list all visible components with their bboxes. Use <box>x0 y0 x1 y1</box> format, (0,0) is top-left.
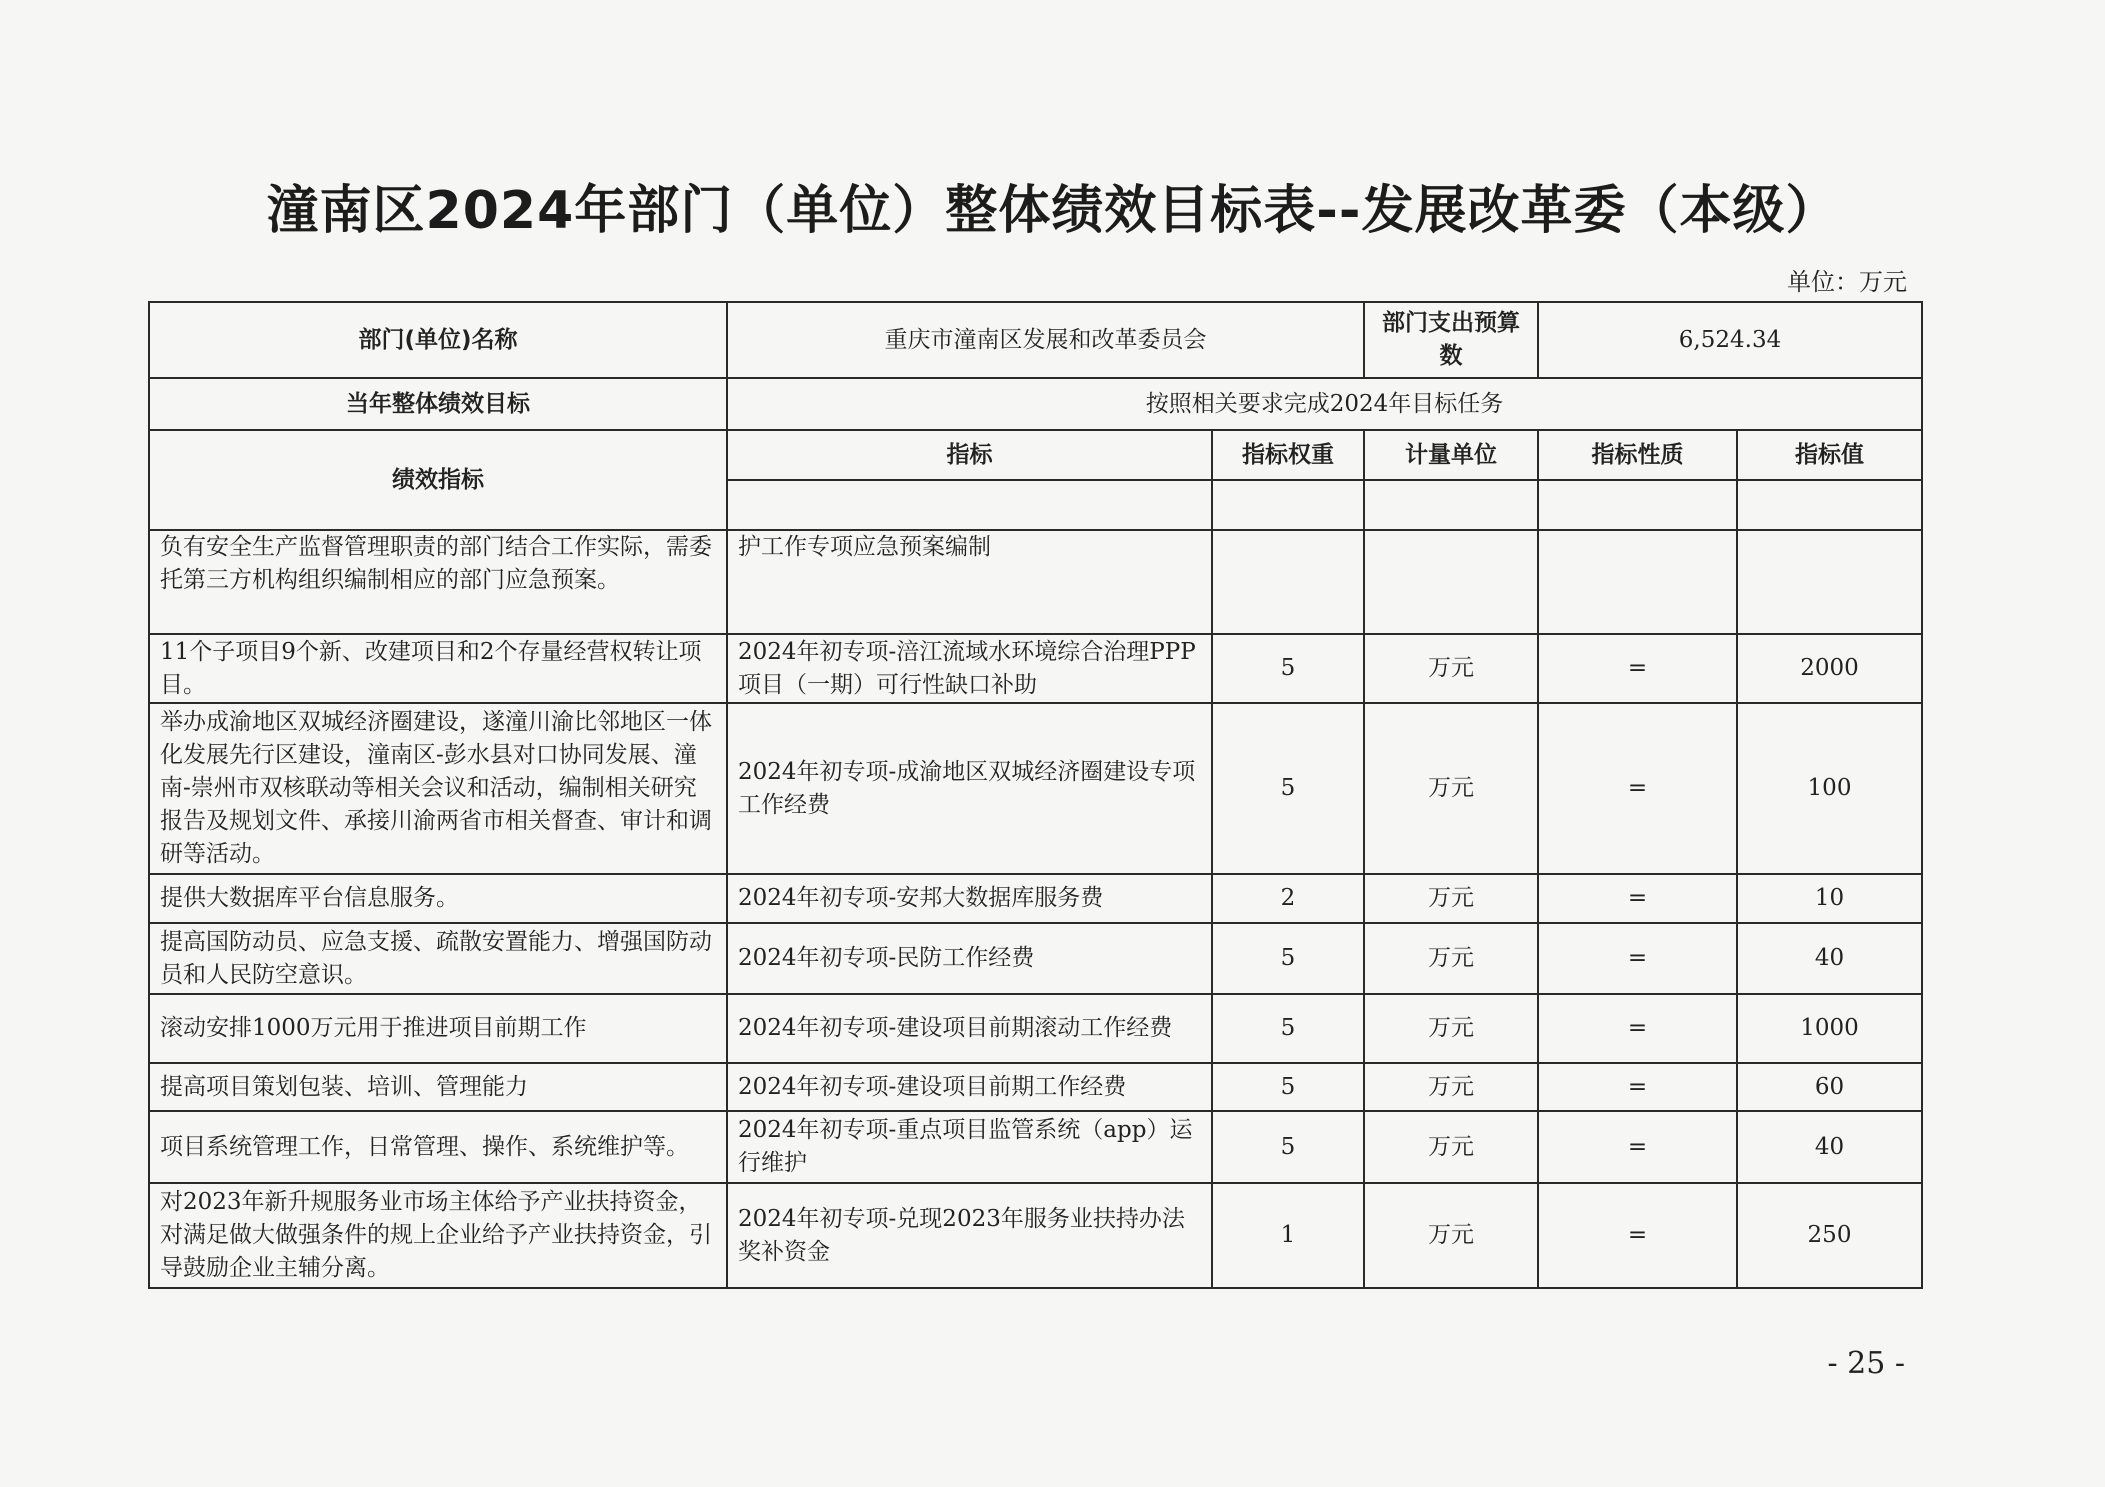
row-value: 40 <box>1737 923 1922 994</box>
dept-name-label: 部门(单位)名称 <box>149 302 727 378</box>
empty-cell <box>1538 480 1737 530</box>
page-number: - 25 - <box>1827 1346 1905 1381</box>
row-weight: 5 <box>1212 703 1364 874</box>
row-description: 滚动安排1000万元用于推进项目前期工作 <box>149 994 727 1063</box>
col-indicator-header: 指标 <box>727 430 1212 480</box>
table-row <box>149 703 1922 874</box>
empty-cell <box>727 480 1212 530</box>
row-indicator: 2024年初专项-安邦大数据库服务费 <box>727 874 1212 923</box>
empty-cell <box>1364 480 1538 530</box>
row-indicator: 2024年初专项-民防工作经费 <box>727 923 1212 994</box>
table-row <box>149 1183 1922 1288</box>
row-indicator: 护工作专项应急预案编制 <box>727 530 1212 634</box>
row-description: 提高国防动员、应急支援、疏散安置能力、增强国防动员和人民防空意识。 <box>149 923 727 994</box>
row-unit: 万元 <box>1364 1063 1538 1111</box>
table-row <box>149 874 1922 923</box>
row-weight: 2 <box>1212 874 1364 923</box>
row-nature: = <box>1538 634 1737 703</box>
row-indicator: 2024年初专项-建设项目前期工作经费 <box>727 1063 1212 1111</box>
row-description: 提高项目策划包装、培训、管理能力 <box>149 1063 727 1111</box>
empty-cell <box>1737 480 1922 530</box>
row-unit: 万元 <box>1364 634 1538 703</box>
row-nature <box>1538 530 1737 634</box>
row-description: 提供大数据库平台信息服务。 <box>149 874 727 923</box>
row-value: 40 <box>1737 1111 1922 1183</box>
table-row <box>149 994 1922 1063</box>
row-unit <box>1364 530 1538 634</box>
empty-cell <box>1212 480 1364 530</box>
row-nature: = <box>1538 1183 1737 1288</box>
row-value: 250 <box>1737 1183 1922 1288</box>
row-indicator: 2024年初专项-成渝地区双城经济圈建设专项工作经费 <box>727 703 1212 874</box>
row-value <box>1737 530 1922 634</box>
row-weight: 5 <box>1212 1063 1364 1111</box>
row-description: 对2023年新升规服务业市场主体给予产业扶持资金，对满足做大做强条件的规上企业给予产业扶持资金，引导鼓励企业主辅分离。 <box>149 1183 727 1288</box>
unit-label: 单位：万元 <box>1787 268 1907 296</box>
row-nature: = <box>1538 874 1737 923</box>
col-value-header: 指标值 <box>1737 430 1922 480</box>
col-weight-header: 指标权重 <box>1212 430 1364 480</box>
goal-label: 当年整体绩效目标 <box>149 378 727 430</box>
indicators-label: 绩效指标 <box>149 430 727 530</box>
row-unit: 万元 <box>1364 1111 1538 1183</box>
row-weight: 5 <box>1212 923 1364 994</box>
row-weight: 1 <box>1212 1183 1364 1288</box>
row-description: 举办成渝地区双城经济圈建设，遂潼川渝比邻地区一体化发展先行区建设，潼南区-彭水县对口协同发展、潼南-崇州市双核联动等相关会议和活动，编制相关研究报告及规划文件、承接川渝两省市相关督查、审计和调研等活动。 <box>149 703 727 874</box>
row-indicator: 2024年初专项-重点项目监管系统（app）运行维护 <box>727 1111 1212 1183</box>
row-indicator: 2024年初专项-建设项目前期滚动工作经费 <box>727 994 1212 1063</box>
row-indicator: 2024年初专项-涪江流域水环境综合治理PPP项目（一期）可行性缺口补助 <box>727 634 1212 703</box>
row-value: 2000 <box>1737 634 1922 703</box>
row-value: 100 <box>1737 703 1922 874</box>
row-value: 60 <box>1737 1063 1922 1111</box>
goal-value: 按照相关要求完成2024年目标任务 <box>727 378 1922 430</box>
row-value: 1000 <box>1737 994 1922 1063</box>
budget-label: 部门支出预算数 <box>1364 302 1538 378</box>
row-nature: = <box>1538 1063 1737 1111</box>
row-unit: 万元 <box>1364 923 1538 994</box>
page-title: 潼南区2024年部门（单位）整体绩效目标表--发展改革委（本级） <box>266 181 1839 241</box>
row-weight: 5 <box>1212 994 1364 1063</box>
table-row <box>149 1111 1922 1183</box>
row-weight <box>1212 530 1364 634</box>
row-weight: 5 <box>1212 634 1364 703</box>
row-nature: = <box>1538 923 1737 994</box>
row-nature: = <box>1538 1111 1737 1183</box>
table-row <box>149 634 1922 703</box>
performance-table <box>148 301 1923 1289</box>
row-unit: 万元 <box>1364 1183 1538 1288</box>
row-description: 11个子项目9个新、改建项目和2个存量经营权转让项目。 <box>149 634 727 703</box>
col-nature-header: 指标性质 <box>1538 430 1737 480</box>
row-value: 10 <box>1737 874 1922 923</box>
table-row <box>149 1063 1922 1111</box>
row-nature: = <box>1538 994 1737 1063</box>
row-nature: = <box>1538 703 1737 874</box>
row-description: 项目系统管理工作，日常管理、操作、系统维护等。 <box>149 1111 727 1183</box>
row-weight: 5 <box>1212 1111 1364 1183</box>
col-unit-header: 计量单位 <box>1364 430 1538 480</box>
table-row <box>149 530 1922 634</box>
budget-value: 6,524.34 <box>1538 302 1922 378</box>
row-unit: 万元 <box>1364 874 1538 923</box>
row-unit: 万元 <box>1364 703 1538 874</box>
dept-name-value: 重庆市潼南区发展和改革委员会 <box>727 302 1364 378</box>
row-unit: 万元 <box>1364 994 1538 1063</box>
row-description: 负有安全生产监督管理职责的部门结合工作实际，需委托第三方机构组织编制相应的部门应急预案。 <box>149 530 727 634</box>
table-row <box>149 923 1922 994</box>
row-indicator: 2024年初专项-兑现2023年服务业扶持办法奖补资金 <box>727 1183 1212 1288</box>
